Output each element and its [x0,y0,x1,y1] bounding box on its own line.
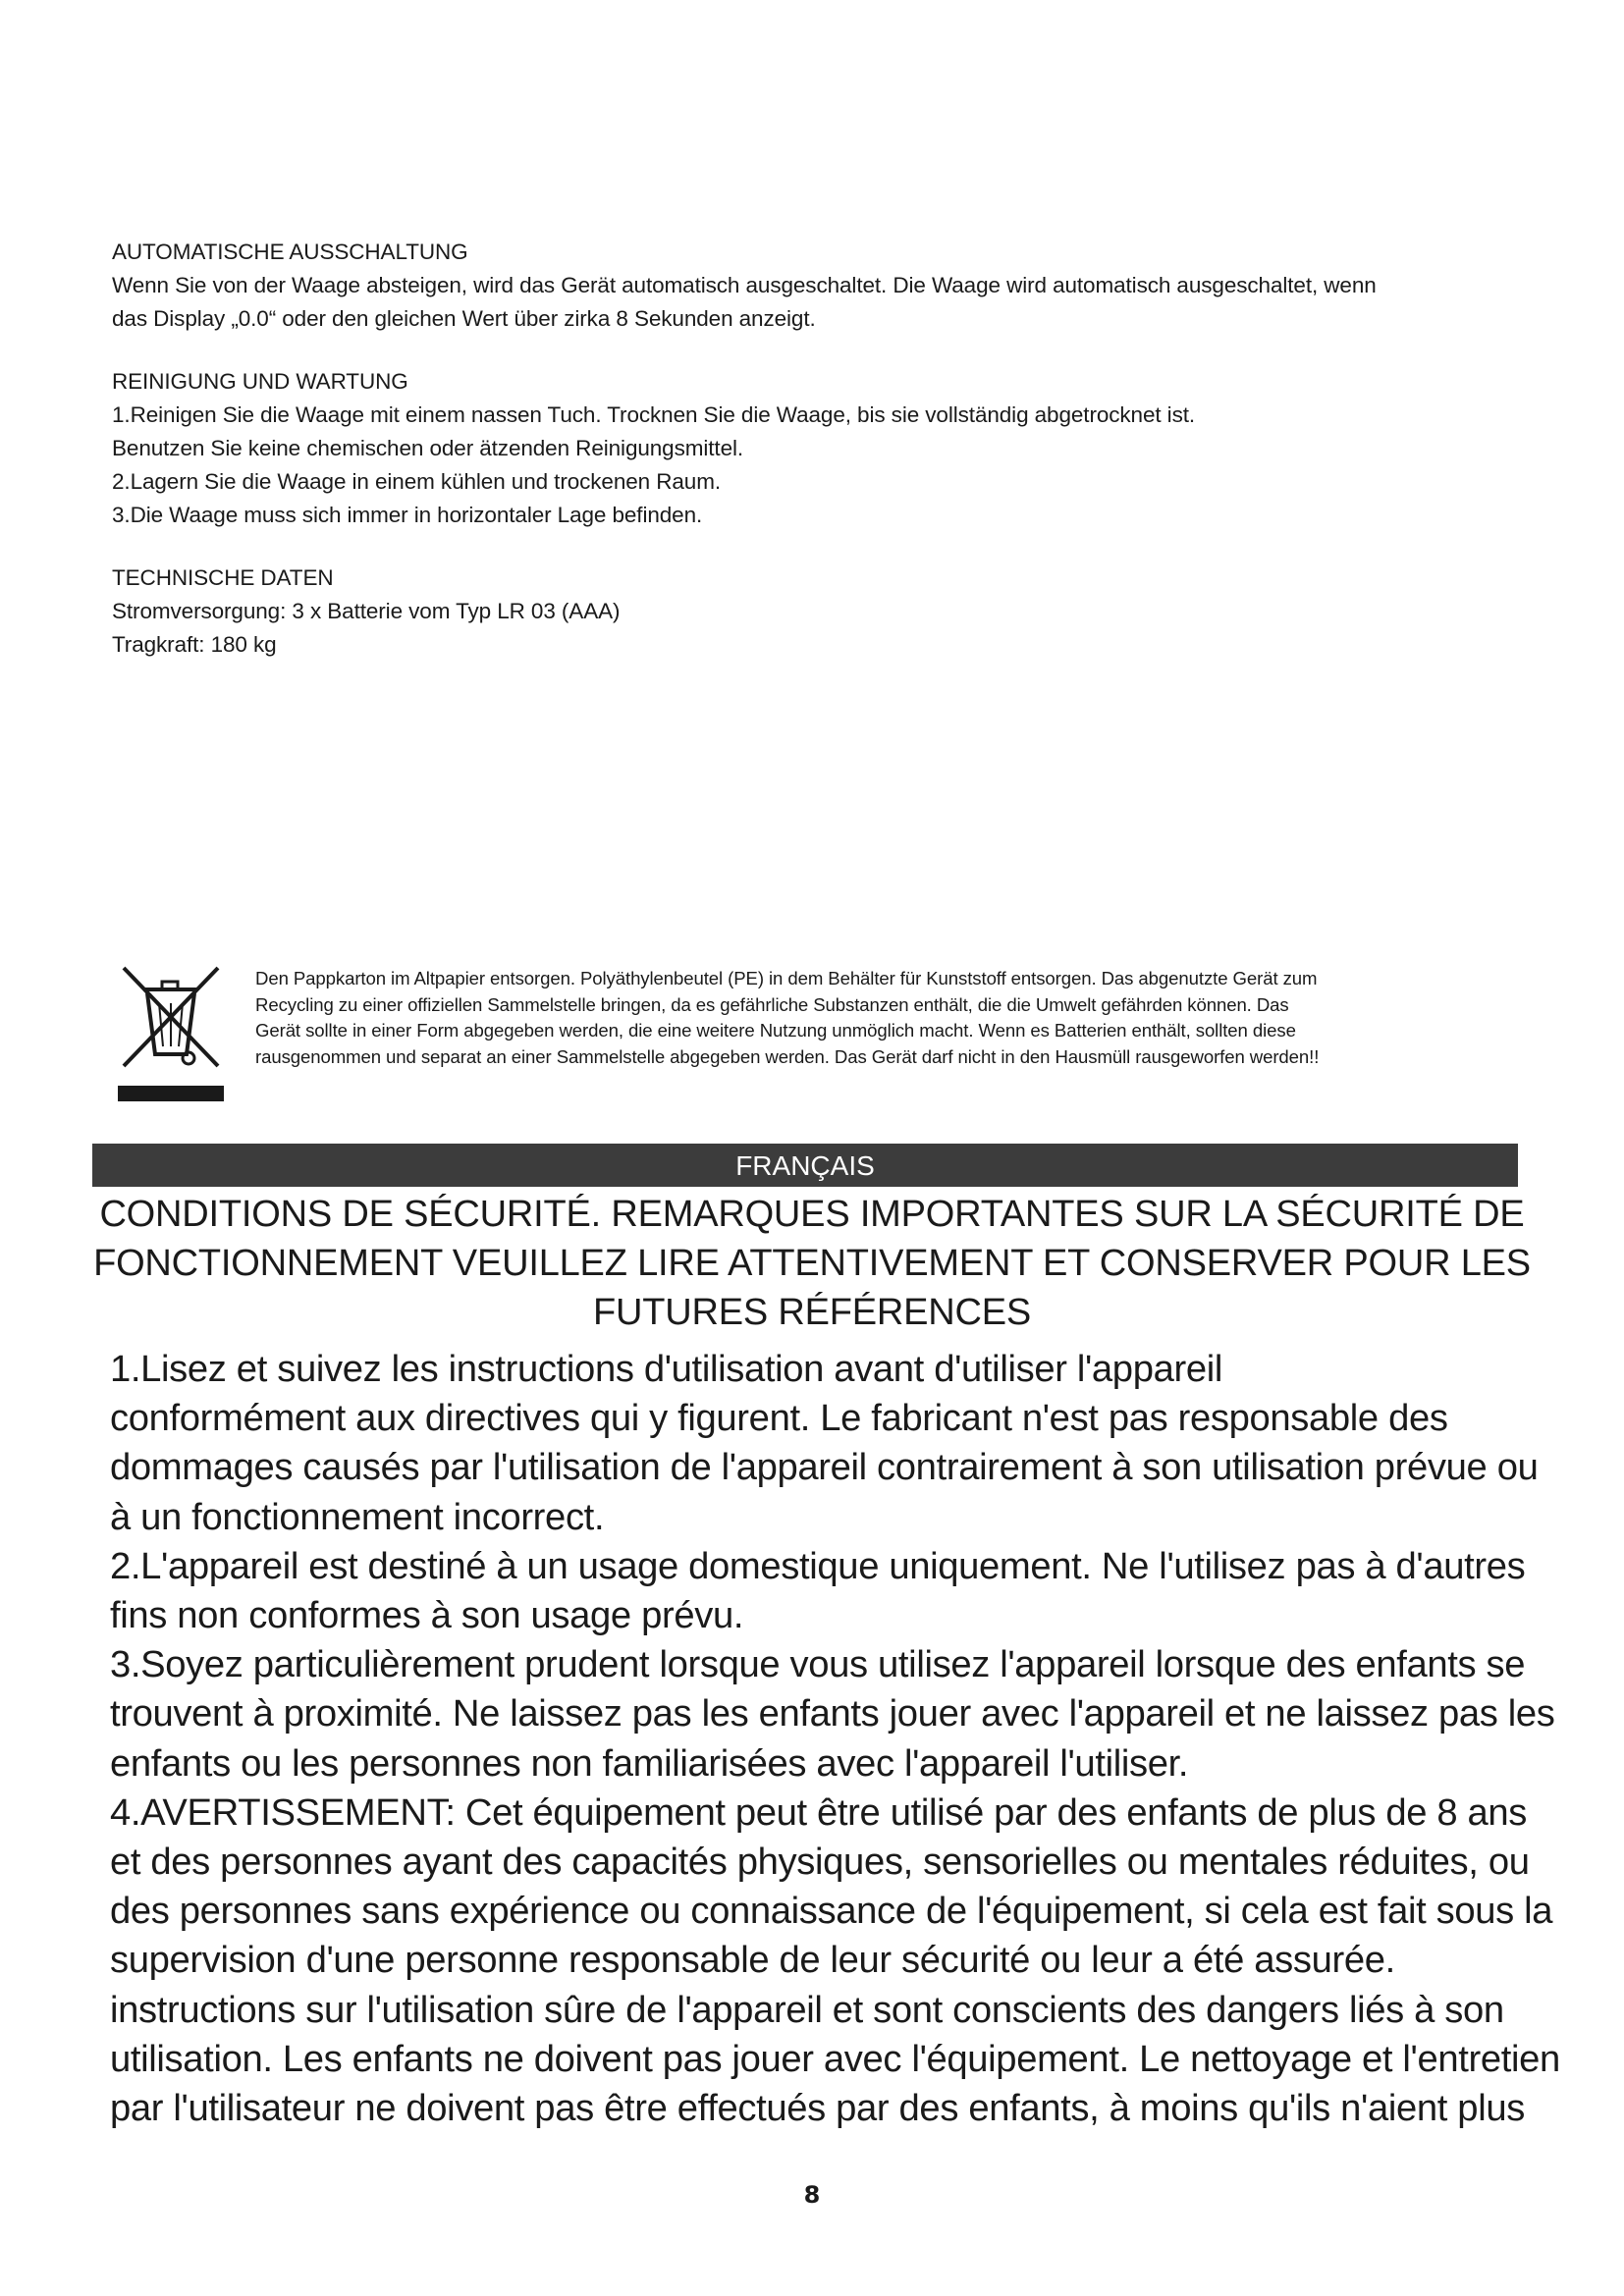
section-heading: REINIGUNG UND WARTUNG [112,369,408,394]
paragraph-line: fins non conformes à son usage prévu. [110,1594,744,1637]
paragraph-line: 2.Lagern Sie die Waage in einem kühlen und trockenen Raum. [112,469,722,494]
section-cleaning-maintenance [112,365,1506,532]
paragraph-line: trouvent à proximité. Ne laissez pas les enfants jouer avec l'appareil et ne laissez pas les [110,1692,1555,1735]
paragraph-line: supervision d'une personne responsable de leur sécurité ou leur a été assurée. [110,1939,1395,1982]
paragraph-line: utilisation. Les enfants ne doivent pas jouer avec l'équipement. Le nettoyage et l'entretien [110,2037,1560,2080]
title-line: FONCTIONNEMENT VEUILLEZ LIRE ATTENTIVEMENT ET CONSERVER POUR LES [93,1243,1531,1284]
section-heading: AUTOMATISCHE AUSSCHALTUNG [112,240,468,264]
paragraph-line: par l'utilisateur ne doivent pas être effectués par des enfants, à moins qu'ils n'aient plus [110,2087,1525,2130]
paragraph-line: 4.AVERTISSEMENT: Cet équipement peut être utilisé par des enfants de plus de 8 ans [110,1790,1528,1834]
paragraph-line: dommages causés par l'utilisation de l'appareil contrairement à son utilisation prévue ou [110,1446,1539,1489]
section-technical-data [112,561,1506,662]
paragraph-line: das Display „0.0“ oder den gleichen Wert über zirka 8 Sekunden anzeigt. [112,306,816,331]
paragraph-line: Gerät sollte in einer Form abgegeben werden, die eine weitere Nutzung unmöglich macht. Wenn es Batterien enthält, sollten diese [255,1020,1296,1041]
paragraph-line: Stromversorgung: 3 x Batterie vom Typ LR 03 (AAA) [112,599,621,623]
paragraph-line: 1.Reinigen Sie die Waage mit einem nassen Tuch. Trocknen Sie die Waage, bis sie vollständig abgetrocknet ist. [112,402,1196,427]
paragraph-line: à un fonctionnement incorrect. [110,1495,605,1538]
paragraph-line: Den Pappkarton im Altpapier entsorgen. Polyäthylenbeutel (PE) in dem Behälter für Kunststoff entsorgen. Das abgenutzte Gerät zum [255,968,1318,988]
safety-instructions [110,1345,1560,2133]
section-heading: TECHNISCHE DATEN [112,565,334,590]
paragraph-line: rausgenommen und separat an einer Sammelstelle abgegeben werden. Das Gerät darf nicht in den Hausmüll rausgeworfen werden!! [255,1045,1320,1067]
paragraph-line: 1.Lisez et suivez les instructions d'utilisation avant d'utiliser l'appareil [110,1348,1222,1390]
weee-crossed-bin-icon [116,964,226,1106]
paragraph-line: et des personnes ayant des capacités physiques, sensorielles ou mentales réduites, ou [110,1841,1530,1884]
paragraph-line: Recycling zu einer offiziellen Sammelstelle bringen, da es gefährliche Substanzen enthält, die die Umwelt gefährden können. Das [255,993,1289,1015]
paragraph-line: des personnes sans expérience ou connaissance de l'équipement, si cela est fait sous la [110,1890,1553,1933]
title-line: CONDITIONS DE SÉCURITÉ. REMARQUES IMPORTANTES SUR LA SÉCURITÉ DE [99,1194,1525,1235]
section-automatic-shutoff [112,236,1506,336]
paragraph-line: enfants ou les personnes non familiarisées avec l'appareil l'utiliser. [110,1741,1189,1785]
paragraph-line: Tragkraft: 180 kg [112,632,277,657]
paragraph-line: instructions sur l'utilisation sûre de l'appareil et sont conscients des dangers liés à son [110,1988,1504,2031]
paragraph-line: conformément aux directives qui y figurent. Le fabricant n'est pas responsable des [110,1397,1448,1440]
paragraph-line: 3.Die Waage muss sich immer in horizontaler Lage befinden. [112,503,703,527]
title-line: FUTURES RÉFÉRENCES [592,1292,1032,1333]
safety-title [79,1190,1545,1337]
paragraph-line: 2.L'appareil est destiné à un usage domestique uniquement. Ne l'utilisez pas à d'autres [110,1544,1526,1587]
page-number: 8 [803,2181,821,2209]
disposal-text [255,966,1624,1070]
paragraph-line: Wenn Sie von der Waage absteigen, wird das Gerät automatisch ausgeschaltet. Die Waage wird automatisch ausgeschaltet, wenn [112,273,1377,297]
disposal-notice [116,964,1520,1106]
language-header-bar: FRANÇAIS [92,1144,1518,1187]
paragraph-line: 3.Soyez particulièrement prudent lorsque vous utilisez l'appareil lorsque des enfants se [110,1643,1526,1686]
paragraph-line: Benutzen Sie keine chemischen oder ätzenden Reinigungsmittel. [112,436,744,460]
